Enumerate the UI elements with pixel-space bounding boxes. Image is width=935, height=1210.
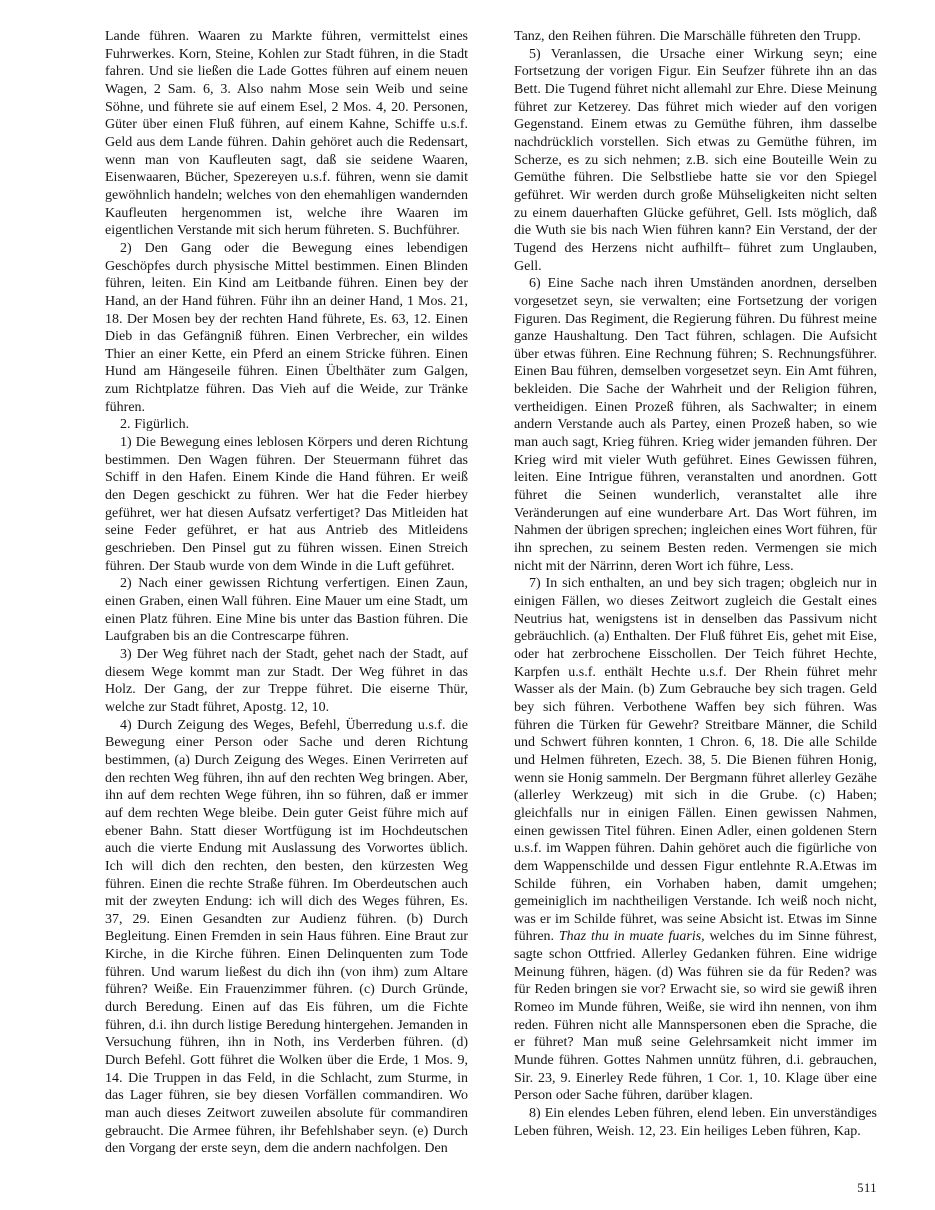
paragraph-sense-2-3: 3) Der Weg führet nach der Stadt, gehet nach der Stadt, auf diesem Wege kommt man zur Stadt. Der Weg führet in das Holz. Der Gang, der zur Treppe führet. Die eiserne Thür, welche zur Stadt führet, Apostg. 12, 10. [105, 646, 468, 715]
italic-old-german-quote: Thaz thu in muate fuaris, [558, 929, 705, 945]
paragraph-sense-2-5: 5) Veranlassen, die Ursache einer Wirkung seyn; eine Fortsetzung der vorigen Figur. Ein Seufzer führete ihn an das Bett. Die Tugend führet nicht allemahl zur Ehre. Diese Meinung führet zur Ketzerey. Das führet mich wieder auf den vorigen Gegenstand. Einem etwas zu Gemüthe führen, ihm dasselbe nachdrücklich vorstellen. Sich etwas zu Gemüthe führen, im Scherze, es zu sich nehmen; z.B. sich eine Bouteille Wein zu Gemüthe führen. Die Selbstliebe hatte sie vor den Spiegel geführet. Wir werden durch große Mühseligkeiten nicht selten zu einem dauerhaften Glücke geführet, Gell. Ists möglich, daß die Wuth sie bis nach Wien führen kann? Ein Verstand, der der Tugend des Herzens nicht aufhilft– führet zum Unglauben, Gell. [514, 46, 877, 274]
right-column [514, 28, 877, 1140]
paragraph-sense-2-1: 1) Die Bewegung eines leblosen Körpers und deren Richtung bestimmen. Den Wagen führen. Der Steuermann führet das Schiff in den Hafen. Einem Kinde die Hand führen. Er weiß den Degen geschickt zu führen. Wer hat die Feder hierbey geführet, wer hat diesen Aufsatz verfertiget? Das Mitleiden hat seine Feder geführet, er hat aus Antrieb des Mitleidens geschrieben. Den Pinsel gut zu führen wissen. Einen Streich führen. Der Staub wurde von dem Winde in die Luft geführet. [105, 435, 468, 574]
paragraph-continuation: Lande führen. Waaren zu Markte führen, vermittelst eines Fuhrwerkes. Korn, Steine, Kohlen zur Stadt führen, in die Stadt fahren. Und sie ließen die Lade Gottes führen auf einem neuen Wagen, 2 Sam. 6, 3. Also nahm Mose sein Weib und seine Söhne, und führete sie auf einem Esel, 2 Mos. 4, 20. Personen, Güter über einen Fluß führen, auf einem Kahne, Schiffe u.s.f. Geld aus dem Lande führen. Dahin gehöret auch die Redensart, wenn man von Kaufleuten sagt, daß sie seidene Waaren, Eisenwaaren, Bücher, Spezereyen u.s.f. führen, wenn sie damit gewöhnlich handeln; welches von den ehemahligen wandernden Kaufleuten hergenommen ist, welche ihre Waaren im eigentlichen Verstande mit sich herum führeten. S. Buchführer. [105, 29, 468, 239]
left-column [105, 28, 468, 1158]
paragraph-sense-2-2: 2) Nach einer gewissen Richtung verfertigen. Einen Zaun, einen Graben, einen Wall führen. Eine Mauer um eine Stadt, um einen Platz führen. Eine Mine bis unter das Bastion führen. Die Laufgraben bis an die Contrescarpe führen. [105, 576, 468, 645]
section-heading-figuerlich: 2. Figürlich. [120, 417, 190, 433]
paragraph-sense-2-7 [514, 575, 877, 1105]
paragraph-text: 7) In sich enthalten, an und bey sich tragen; obgleich nur in einigen Fällen, wo dieses Zeitwort zugleich die Gestalt eines Neutrius hat, wenigstens ist in denselben das Passivum nicht gebräuchlich. (a) Enthalten. Der Fluß führet Eis, gehet mit Eise, oder hat zerbrochene Eisschollen. Der Teich führet Hechte, Karpfen u.s.f. enthält Hechte u.s.f. Der Rhein führet mehr Wasser als der Main. (b) Zum Gebrauche bey sich tragen. Geld bey sich führen. Verbothene Waffen bey sich führen. Was führen die Türken für Gewehr? Streitbare Männer, die Schild und Schwert führen konnten, 1 Chron. 6, 18. Die alle Schilde und Helmen führeten, Ezech. 38, 5. Die Bienen führen Honig, wenn sie Honig sammeln. Der Bergmann führet allerley Gezähe (allerley Werkzeug) mit sich in die Grube. (c) Haben; gleichfalls nur in einigen Fällen. Einen gewissen Nahmen, einen gewissen Titel führen. Einen Adler, einen goldenen Stern u.s.f. im Wappen führen. Dahin gehöret auch die figürliche von dem Wappenschilde und dessen Figur entlehnte R.A.Etwas im Schilde führen, ein Vorhaben haben, damit umgehen; gemeiniglich im nachtheiligen Verstande. Ich weiß noch nicht, was er im Schilde führet, was seine Absicht ist. Etwas im Sinne führen. [514, 576, 877, 945]
paragraph-sense-1-2: 2) Den Gang oder die Bewegung eines lebendigen Geschöpfes durch physische Mittel bestimmen. Einen Blinden führen, leiten. Ein Kind am Leitbande führen. Einen bey der Hand, an der Hand führen. Führ ihn an deiner Hand, 1 Mos. 21, 18. Der Mosen bey der rechten Hand führete, Es. 63, 12. Einen Dieb in das Gefängniß führen. Einen Verbrecher, ein wildes Thier an einer Kette, ein Pferd an einem Stricke führen. Einen Hund am Hängeseile führen. Einen Übelthäter zum Galgen, zum Richtplatze führen. Das Vieh auf die Weide, zur Tränke führen. [105, 240, 468, 415]
page-number: 511 [857, 1181, 877, 1195]
paragraph-text: welches du im Sinne führest, sagte schon Ottfried. Allerley Gedanken führen. Eine widrige Meinung führen, hägen. (d) Was führen sie da für Reden? was für Reden bringen sie vor? Erwacht sie, so wird sie gewiß ihren Romeo im Munde führen, Weiße, sie wird ihn nennen, von ihm reden. Führen nicht alle Mannspersonen eben die Sprache, die er führet? Man muß seine Gelehrsamkeit nicht immer im Munde führen. Gottes Nahmen unnütz führen, d.i. gebrauchen, Sir. 23, 9. Einerley Rede führen, 1 Cor. 1, 10. Klage über eine Person oder Sache führen, darüber klagen. [514, 929, 877, 1104]
paragraph-sense-2-6: 6) Eine Sache nach ihren Umständen anordnen, derselben vorgesetzet seyn, sie verwalten; eine Fortsetzung der vorigen Figuren. Das Regiment, die Regierung führen. Du führest meine ganze Haushaltung. Den Tact führen, schlagen. Die Aufsicht über etwas führen. Eine Rechnung führen; S. Rechnungsführer. Einen Bau führen, demselben vorgesetzet seyn. Ein Amt führen, bekleiden. Die Sache der Wahrheit und der Religion führen, vertheidigen. Einen Prozeß führen, als Sachwalter; in einem andern Verstande auch als Partey, einen Prozeß haben, so wie man auch sagt, Krieg führen. Krieg wider jemanden führen. Der Krieg wird mit vieler Wuth geführet. Eines Gewissen führen, leiten. Eine Intrigue führen, veranstalten und anordnen. Gott führet die Seinen wunderlich, veranstaltet alle ihre Veränderungen auf eine wunderbare Art. Das Wort führen, im Nahmen der übrigen sprechen; ingleichen eines Wort führen, für ihn sprechen, zu seinem Besten reden. Vermengen sie mich nicht mit der Närrinn, deren Wort ich führe, Less. [514, 276, 877, 574]
paragraph-continuation: Tanz, den Reihen führen. Die Marschälle führeten den Trupp. [514, 29, 861, 44]
paragraph-sense-2-4: 4) Durch Zeigung des Weges, Befehl, Überredung u.s.f. die Bewegung einer Person oder Sache und deren Richtung bestimmen, (a) Durch Zeigung des Weges. Einen Verirreten auf den rechten Weg führen, ihn auf den rechten Weg bringen. Aber, ihn auf dem rechten Wege führen, ihn so führen, daß er immer auf dem rechten Wege bleibe. Dein guter Geist führe mich auf ebener Bahn. Statt dieser Wortfügung ist im Hochdeutschen auch die vierte Endung mit Auslassung des Vorwortes üblich. Ich will dich den rechten, den besten, den kürzesten Weg führen. Einen die rechte Straße führen. Im Oberdeutschen auch mit der zweyten Endung: ich will dich des Weges führen, Es. 37, 29. Einen Gesandten zur Audienz führen. (b) Durch Begleitung. Einen Fremden in sein Haus führen. Eine Braut zur Kirche, in die Kirche führen. Einen Delinquenten zum Tode führen. Und warum ließest du dich ihn (von ihm) zum Altare führen? Weiße. Ein Frauenzimmer führen. (c) Durch Gründe, durch Beredung. Einen auf das Eis führen, um die Fichte führen, d.i. ihn durch listige Beredung hintergehen. Jemanden in Versuchung führen, ihn in Noth, ins Verderben führen. (d) Durch Befehl. Gott führet die Wolken über die Erde, 1 Mos. 9, 14. Die Truppen in das Feld, in die Schlacht, zum Sturme, in das Lager führen, sie bey diesen Vorfällen commandiren. Wo man auch dieses Zeitwort zuweilen absolute für commandiren gebraucht. Die Armee führen, ihr Befehlshaber seyn. (e) Durch den Vorgang der erste seyn, dem die andern nachfolgen. Den [105, 717, 468, 1157]
paragraph-sense-2-8: 8) Ein elendes Leben führen, elend leben. Ein unverständiges Leben führen, Weish. 12, 23. Ein heiliges Leben führen, Kap. [514, 1106, 877, 1139]
